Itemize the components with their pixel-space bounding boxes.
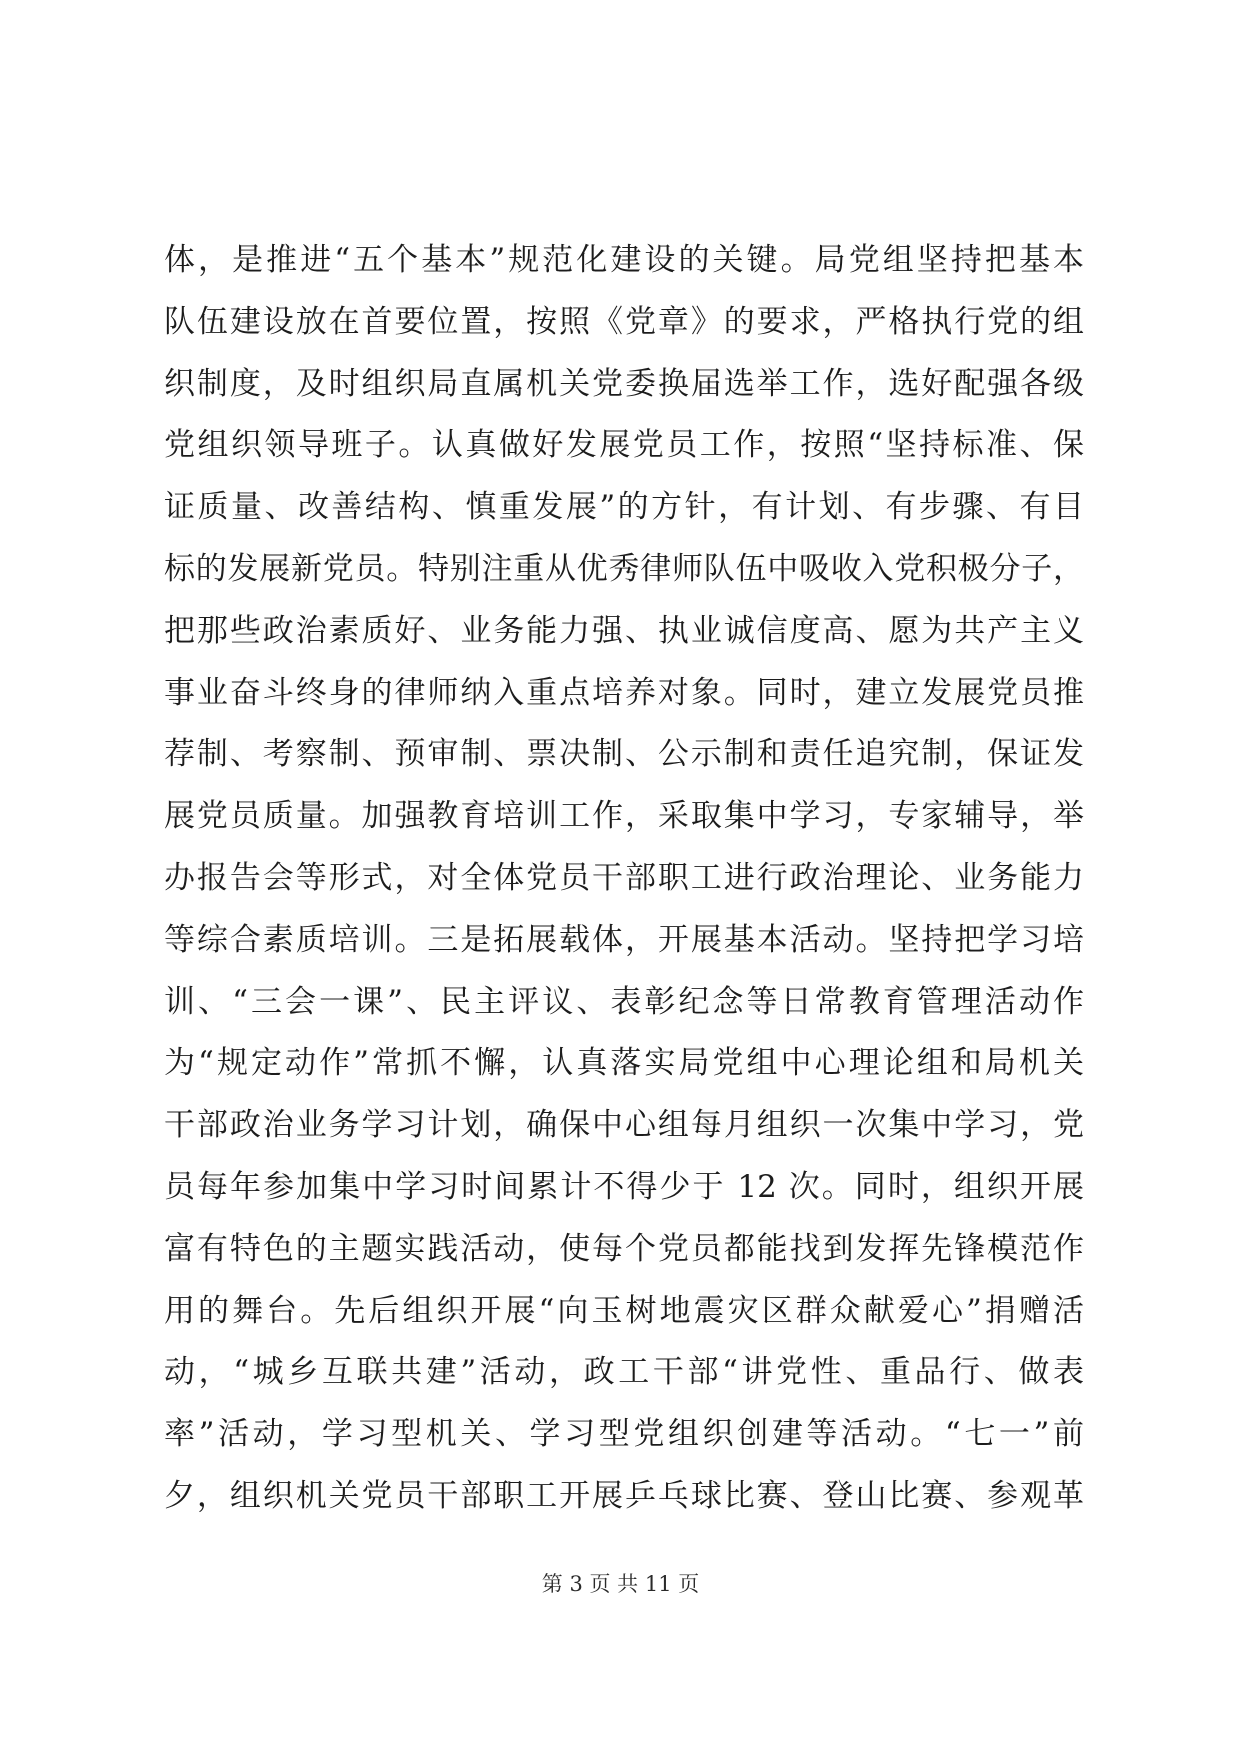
text-line: 富有特色的主题实践活动，使每个党员都能找到发挥先锋模范作 [164, 1230, 1084, 1267]
text-line: 织制度，及时组织局直属机关党委换届选举工作，选好配强各级 [164, 365, 1084, 402]
text-line: 率”活动，学习型机关、学习型党组织创建等活动。“七一”前 [164, 1416, 1084, 1453]
text-line: 事业奋斗终身的律师纳入重点培养对象。同时，建立发展党员推 [164, 674, 1084, 711]
page-number-footer: 第 3 页 共 11 页 [541, 1572, 700, 1596]
text-line: 等综合素质培训。三是拓展载体，开展基本活动。坚持把学习培 [164, 921, 1084, 958]
text-line: 员每年参加集中学习时间累计不得少于 12 次。同时，组织开展 [164, 1168, 1084, 1205]
text-line: 标的发展新党员。特别注重从优秀律师队伍中吸收入党积极分子， [164, 550, 1084, 587]
text-line: 队伍建设放在首要位置，按照《党章》的要求，严格执行党的组 [164, 303, 1084, 340]
text-line: 用的舞台。先后组织开展“向玉树地震灾区群众献爱心”捐赠活 [164, 1292, 1084, 1329]
text-line: 干部政治业务学习计划，确保中心组每月组织一次集中学习，党 [164, 1107, 1084, 1144]
text-line: 训、“三会一课”、民主评议、表彰纪念等日常教育管理活动作 [164, 983, 1084, 1020]
text-line: 展党员质量。加强教育培训工作，采取集中学习，专家辅导，举 [164, 798, 1084, 835]
text-line: 把那些政治素质好、业务能力强、执业诚信度高、愿为共产主义 [164, 612, 1084, 649]
text-line: 体，是推进“五个基本”规范化建设的关键。局党组坚持把基本 [164, 242, 1084, 278]
text-line: 为“规定动作”常抓不懈，认真落实局党组中心理论组和局机关 [164, 1045, 1084, 1082]
body-text [164, 230, 1084, 1528]
text-line: 荐制、考察制、预审制、票决制、公示制和责任追究制，保证发 [164, 736, 1084, 773]
text-line: 证质量、改善结构、慎重发展”的方针，有计划、有步骤、有目 [164, 489, 1084, 526]
text-line: 动，“城乡互联共建”活动，政工干部“讲党性、重品行、做表 [164, 1354, 1084, 1391]
text-line: 党组织领导班子。认真做好发展党员工作，按照“坚持标准、保 [164, 427, 1084, 464]
text-line: 办报告会等形式，对全体党员干部职工进行政治理论、业务能力 [164, 859, 1084, 896]
text-line: 夕，组织机关党员干部职工开展乒乓球比赛、登山比赛、参观革 [164, 1477, 1084, 1514]
